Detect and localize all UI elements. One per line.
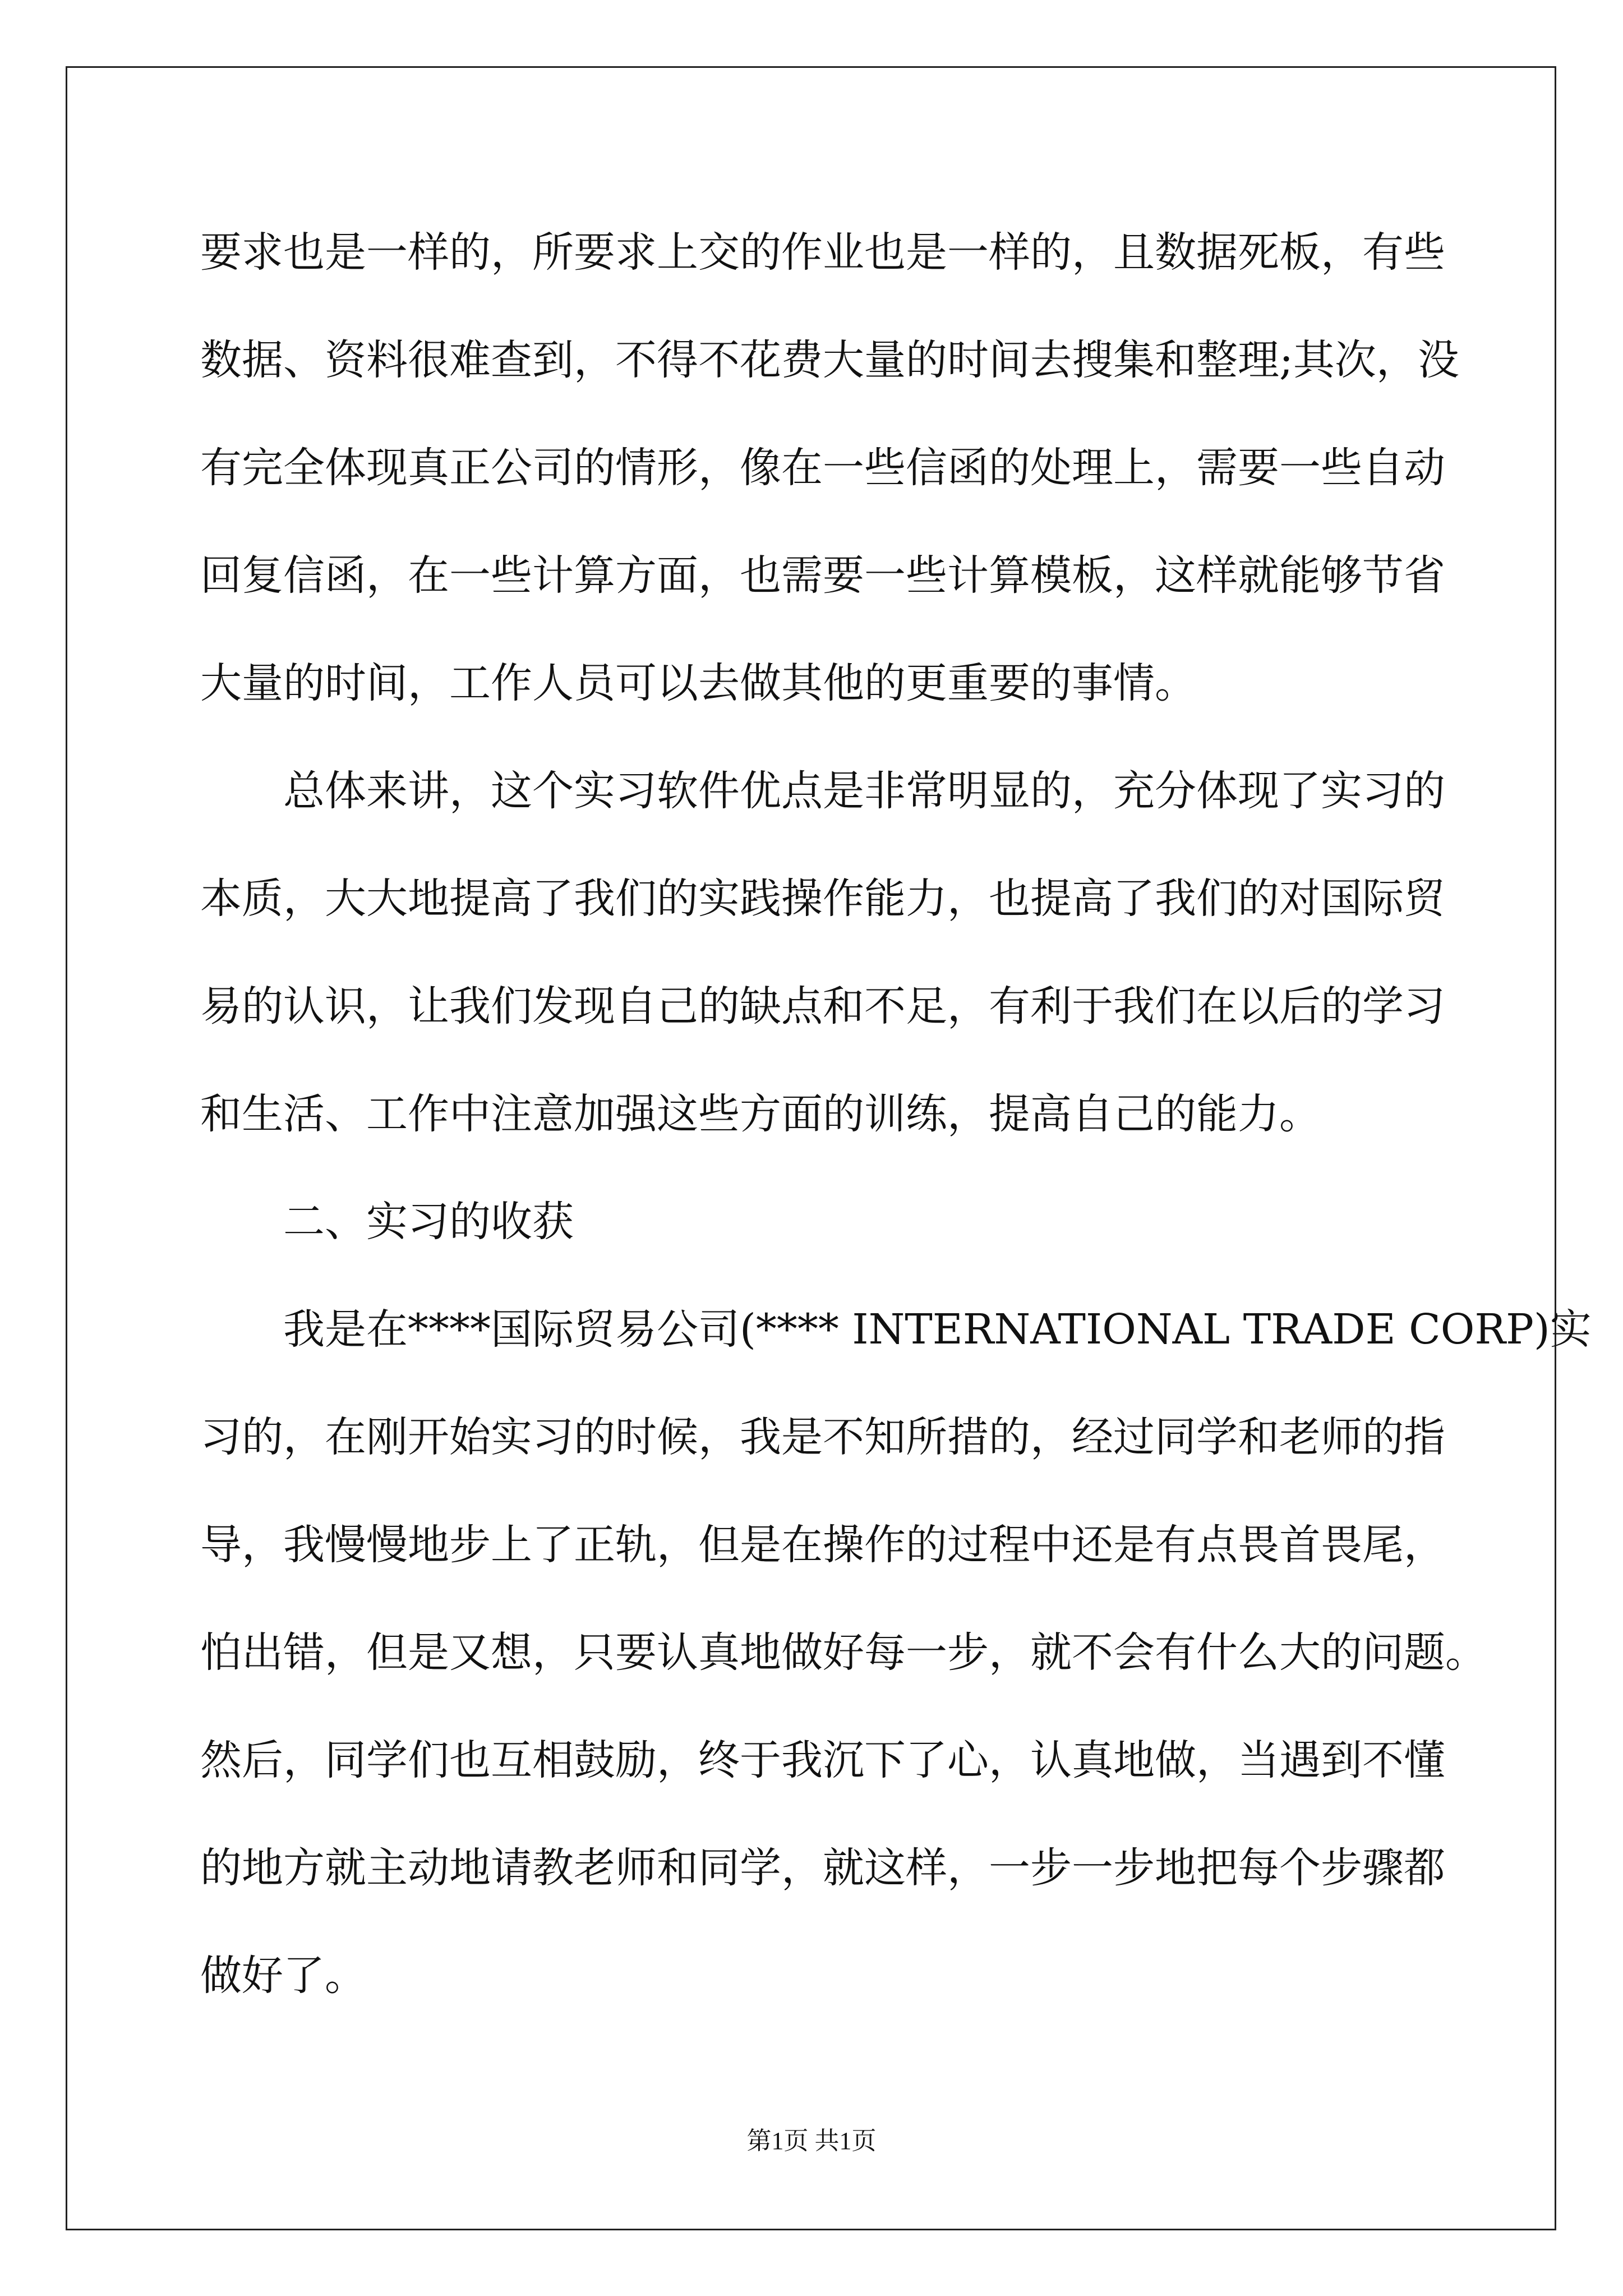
text-line: 易的认识，让我们发现自己的缺点和不足，有利于我们在以后的学习 (200, 982, 1445, 1030)
text-line: 和生活、工作中注意加强这些方面的训练，提高自己的能力。 (200, 1090, 1321, 1138)
text-line: 怕出错，但是又想，只要认真地做好每一步，就不会有什么大的问题。 (200, 1628, 1487, 1677)
text-line: 习的，在刚开始实习的时候，我是不知所措的，经过同学和老师的指 (200, 1413, 1445, 1461)
text-line: 做好了。 (200, 1952, 366, 2000)
paragraph-start-line: 总体来讲，这个实习软件优点是非常明显的，充分体现了实习的 (283, 767, 1445, 815)
text-line: 有完全体现真正公司的情形，像在一些信函的处理上，需要一些自动 (200, 444, 1445, 492)
text-line: 的地方就主动地请教老师和同学，就这样，一步一步地把每个步骤都 (200, 1844, 1445, 1892)
text-line: 然后，同学们也互相鼓励，终于我沉下了心，认真地做，当遇到不懂 (200, 1736, 1445, 1784)
page-number-footer: 第1页 共1页 (746, 2127, 877, 2155)
section-heading: 二、实习的收获 (283, 1198, 574, 1246)
text-line: 本质，大大地提高了我们的实践操作能力，也提高了我们的对国际贸 (200, 875, 1445, 923)
text-line: 大量的时间，工作人员可以去做其他的更重要的事情。 (200, 659, 1196, 707)
text-line: 数据、资料很难查到，不得不花费大量的时间去搜集和整理;其次，没 (200, 336, 1459, 384)
document-body (200, 210, 1592, 2041)
text-line: 导，我慢慢地步上了正轨，但是在操作的过程中还是有点畏首畏尾， (200, 1521, 1445, 1569)
paragraph-start-line: 我是在****国际贸易公司(**** INTERNATIONAL TRADE CORP)实 (283, 1305, 1592, 1354)
text-line: 要求也是一样的，所要求上交的作业也是一样的，且数据死板，有些 (200, 228, 1445, 277)
text-line: 回复信函，在一些计算方面，也需要一些计算模板，这样就能够节省 (200, 551, 1445, 600)
